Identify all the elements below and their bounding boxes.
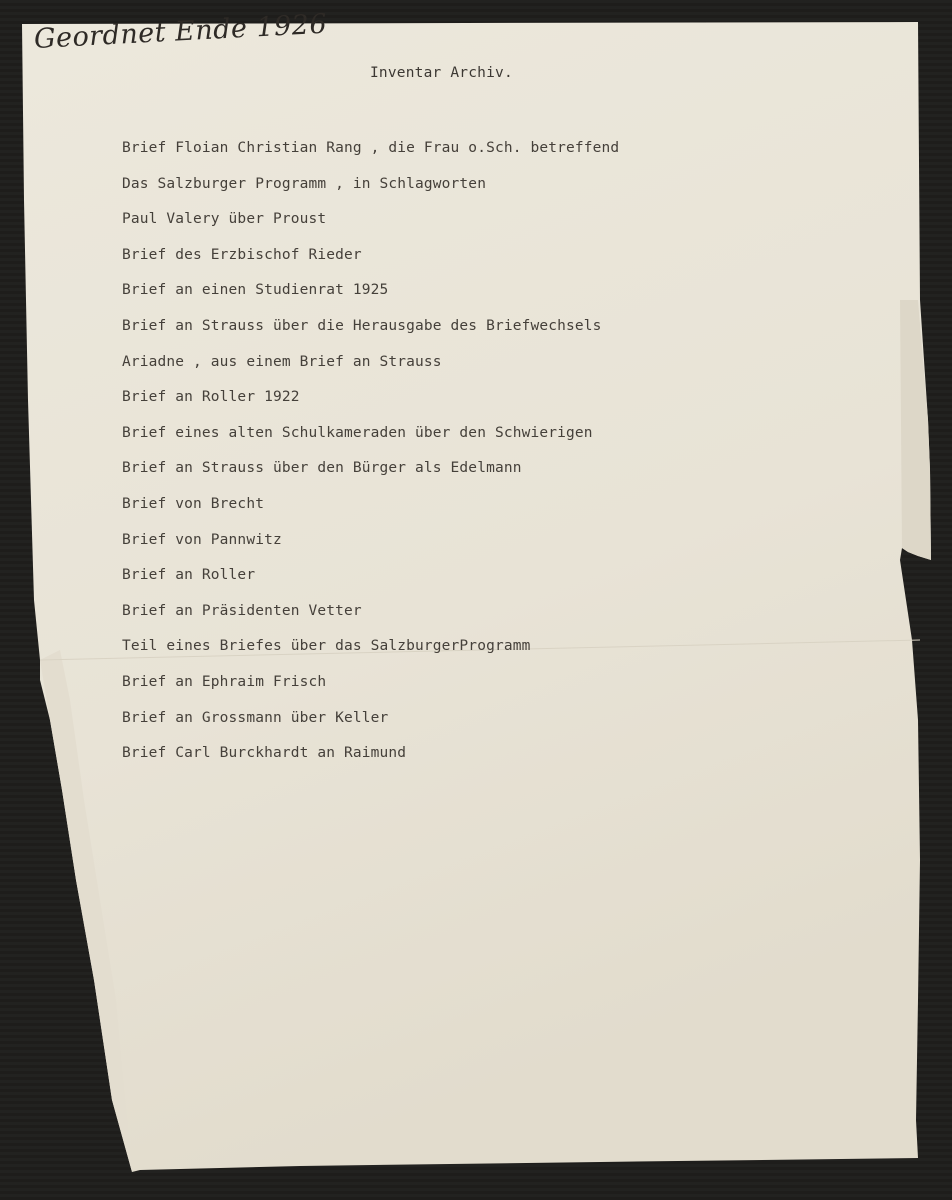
inventory-entry: Brief an Strauss über die Herausgabe des Briefwechsels	[122, 317, 602, 334]
handwritten-note: Geordnet Ende 1926	[33, 8, 328, 55]
inventory-entry: Brief von Brecht	[122, 495, 265, 512]
inventory-entry: Brief Carl Burckhardt an Raimund	[122, 745, 407, 762]
inventory-entry: Ariadne , aus einem Brief an Strauss	[122, 353, 442, 370]
inventory-entry: Brief an Ephraim Frisch	[122, 673, 327, 690]
inventory-entry: Brief eines alten Schulkameraden über den Schwierigen	[122, 424, 593, 441]
inventory-list	[122, 138, 619, 779]
inventory-entry: Brief Floian Christian Rang , die Frau o.Sch. betreffend	[122, 140, 620, 156]
inventory-entry: Brief an Strauss über den Bürger als Edelmann	[122, 460, 522, 477]
inventory-entry: Brief an Roller 1922	[122, 389, 300, 406]
inventory-entry: Brief von Pannwitz	[122, 531, 282, 548]
inventory-entry: Brief an einen Studienrat 1925	[122, 282, 389, 299]
page-title: Inventar Archiv.	[370, 65, 513, 81]
inventory-entry: Brief an Grossmann über Keller	[122, 709, 389, 726]
inventory-entry: Paul Valery über Proust	[122, 211, 327, 228]
inventory-entry: Brief des Erzbischof Rieder	[122, 246, 362, 263]
inventory-entry: Brief an Präsidenten Vetter	[122, 602, 362, 619]
inventory-entry: Brief an Roller	[122, 567, 256, 584]
inventory-entry: Teil eines Briefes über das SalzburgerProgramm	[122, 638, 531, 655]
inventory-entry: Das Salzburger Programm , in Schlagworten	[122, 175, 487, 192]
